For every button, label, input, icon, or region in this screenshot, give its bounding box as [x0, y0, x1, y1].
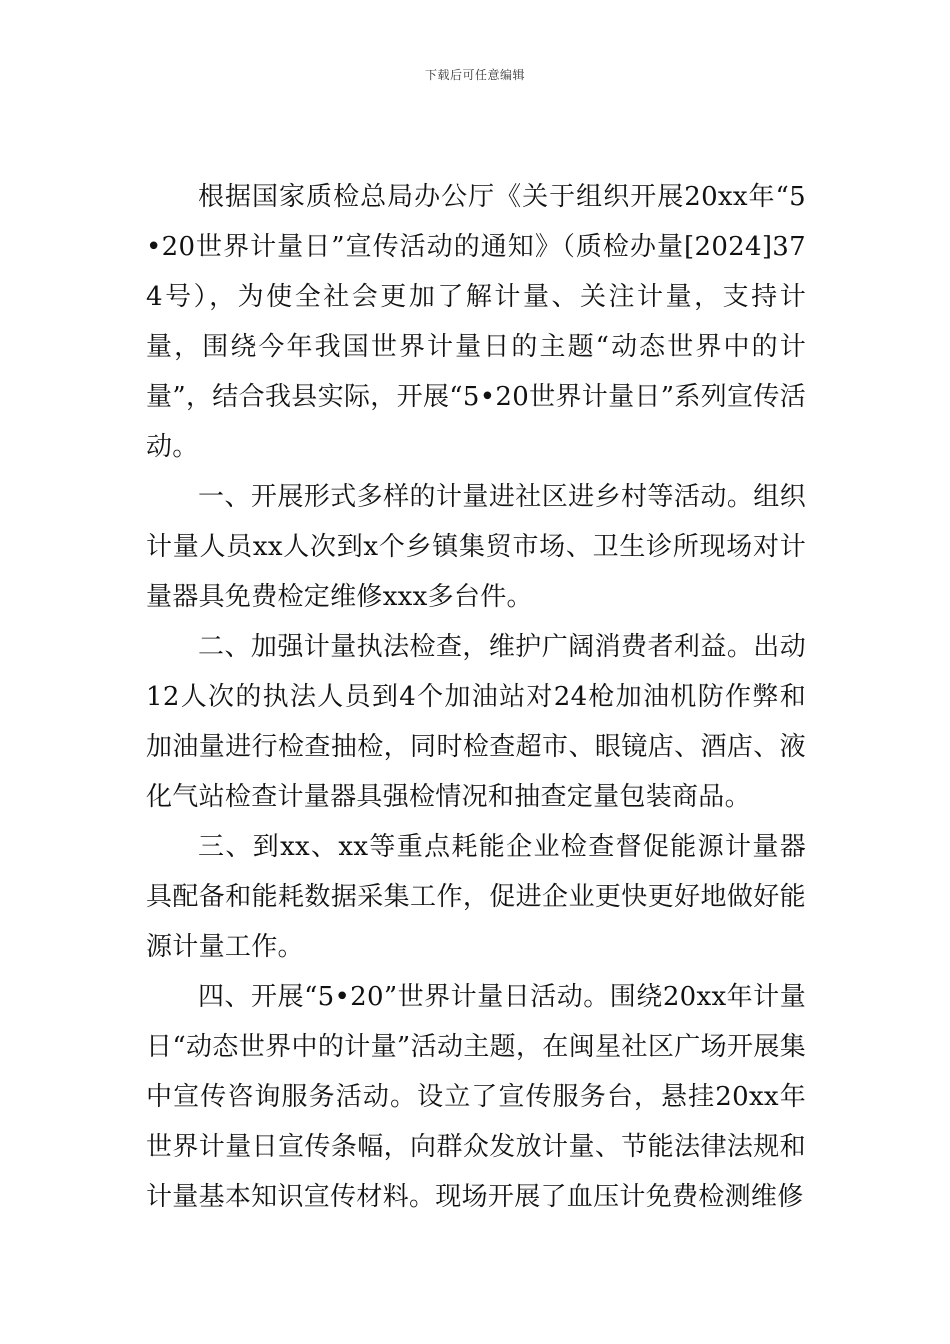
paragraph-item-2: 二、加强计量执法检查，维护广阔消费者利益。出动12人次的执法人员到4个加油站对24枪加油机防作弊和加油量进行检查抽检，同时检查超市、眼镜店、酒店、液化气站检查计量器具强检情况和抽查定量包装商品。 — [146, 632, 806, 812]
paragraph-item-1: 一、开展形式多样的计量进社区进乡村等活动。组织计量人员xx人次到x个乡镇集贸市场、卫生诊所现场对计量器具免费检定维修xxx多台件。 — [146, 482, 806, 612]
document-body — [146, 172, 806, 1222]
paragraph-intro: 根据国家质检总局办公厅《关于组织开展20xx年“5•20世界计量日”宣传活动的通知》（质检办量[2024]374号），为使全社会更加了解计量、关注计量，支持计量，围绕今年我国世界计量日的主题“动态世界中的计量”，结合我县实际，开展“5•20世界计量日”系列宣传活动。 — [146, 182, 806, 462]
paragraph-item-4: 四、开展“5•20”世界计量日活动。围绕20xx年计量日“动态世界中的计量”活动主题，在闽星社区广场开展集中宣传咨询服务活动。设立了宣传服务台，悬挂20xx年世界计量日宣传条幅，向群众发放计量、节能法律法规和计量基本知识宣传材料。现场开展了血压计免费检测维修 — [146, 982, 806, 1212]
page-header-note: 下载后可任意编辑 — [424, 68, 525, 82]
paragraph-item-3: 三、到xx、xx等重点耗能企业检查督促能源计量器具配备和能耗数据采集工作，促进企业更快更好地做好能源计量工作。 — [146, 832, 806, 962]
